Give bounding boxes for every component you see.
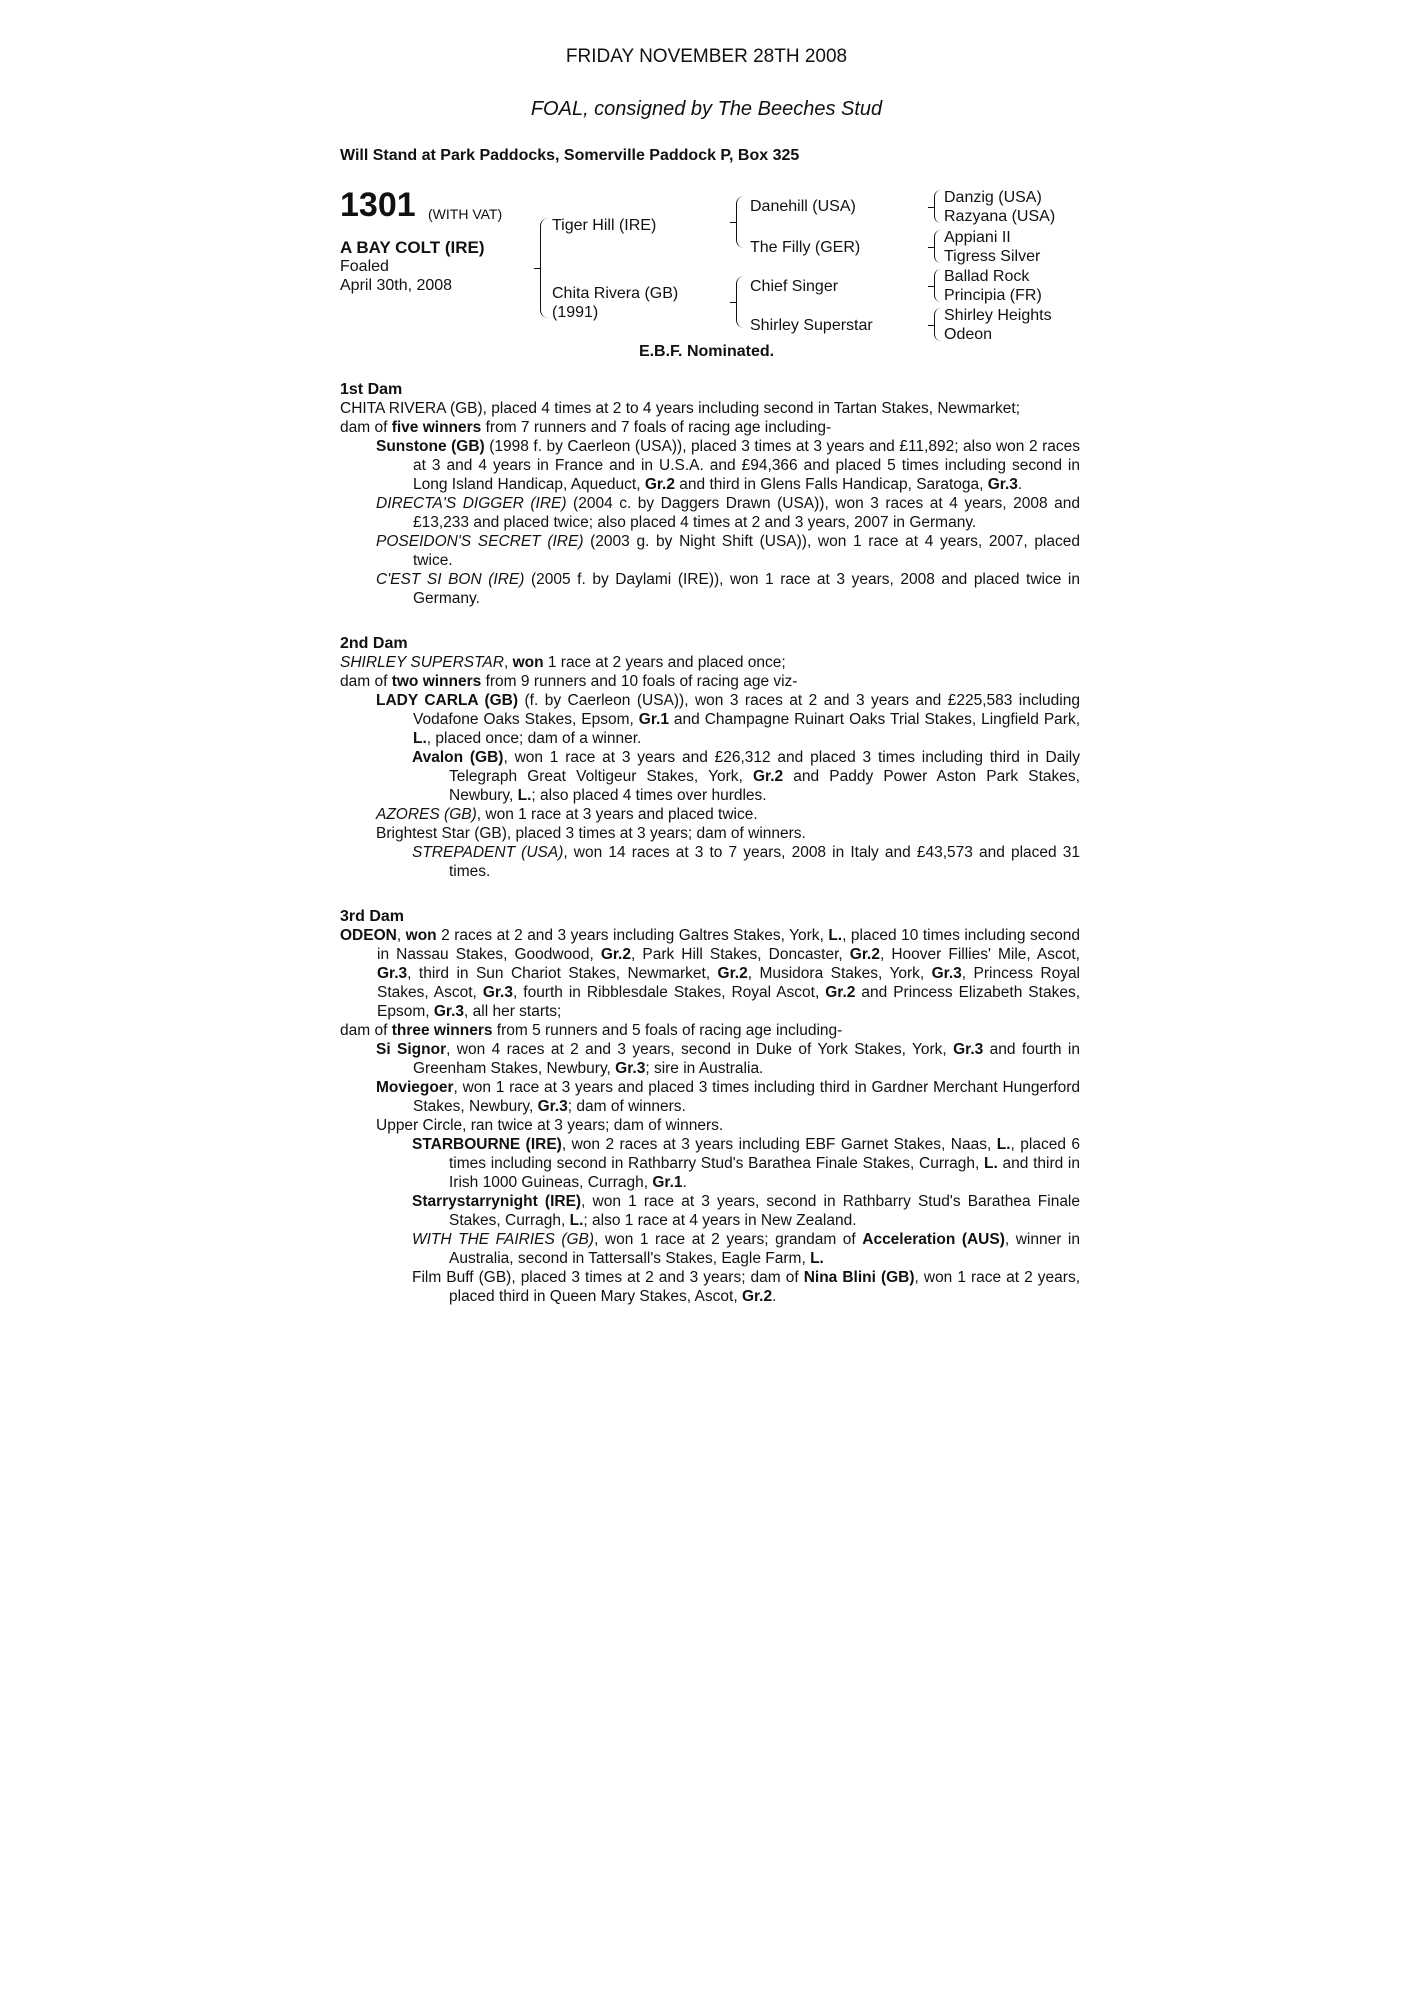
horse-name: LADY CARLA (GB) <box>376 692 519 709</box>
pedigree-dam-name: Chita Rivera (GB) <box>552 285 679 302</box>
pedigree-g4: Tigress Silver <box>944 248 1041 265</box>
foal-entry <box>340 1040 1080 1078</box>
text: 1 race at 2 years and placed once; <box>543 654 786 671</box>
grade: L. <box>569 1212 584 1229</box>
horse-name: Avalon (GB) <box>412 749 504 766</box>
winners-count: two winners <box>391 673 482 690</box>
horse-name: Nina Blini (GB) <box>803 1269 915 1286</box>
foal-entry: Upper Circle, ran twice at 3 years; dam of winners. <box>376 1117 724 1134</box>
text: (2003 g. by Night Shift (USA)), won 1 race at 4 years, 2007, placed twice. <box>413 533 1080 569</box>
pedigree-brace-sire <box>736 196 745 248</box>
grade: Gr.3 <box>482 984 513 1001</box>
text: , won 1 race at 2 years, placed third in Queen Mary Stakes, Ascot, <box>449 1269 1081 1305</box>
text: , placed 10 times including second in Nassau Stakes, Goodwood, <box>377 927 1081 963</box>
text: , all her starts; <box>464 1003 562 1020</box>
grade: L. <box>413 730 427 747</box>
grade: Gr.3 <box>433 1003 465 1020</box>
grade: L. <box>996 1136 1011 1153</box>
foal-entry <box>340 805 1080 824</box>
vat-note: (WITH VAT) <box>428 206 503 222</box>
consignment-line: FOAL, consigned by The Beeches Stud <box>530 98 883 120</box>
foal-entry: Brightest Star (GB), placed 3 times at 3 years; dam of winners. <box>376 825 806 842</box>
foal-entry <box>340 1192 1080 1230</box>
text: , Princess Royal Stakes, Ascot, <box>377 965 1081 1001</box>
pedigree-g8: Odeon <box>944 326 993 343</box>
text: , Musidora Stakes, York, <box>747 965 932 982</box>
text: , won 14 races at 3 to 7 years, 2008 in Italy and £43,573 and placed 31 times. <box>449 844 1080 880</box>
lot-title: A BAY COLT (IRE) <box>340 238 485 257</box>
grade: Gr.2 <box>600 946 631 963</box>
text: , won 4 races at 2 and 3 years, second in Duke of York Stakes, York, <box>446 1041 954 1058</box>
text: from 9 runners and 10 foals of racing age viz- <box>481 673 798 690</box>
horse-name: AZORES (GB) <box>376 806 477 823</box>
horse-name: POSEIDON'S SECRET (IRE) <box>376 533 584 550</box>
second-dam-produce <box>340 672 1080 691</box>
grade: Gr.3 <box>615 1060 646 1077</box>
stand-location: Will Stand at Park Paddocks, Somerville Paddock P, Box 325 <box>340 147 800 164</box>
grade: Gr.2 <box>741 1288 773 1305</box>
horse-name: DIRECTA'S DIGGER (IRE) <box>376 495 567 512</box>
grade: Gr.1 <box>652 1174 683 1191</box>
text: , won 2 races at 3 years including EBF Garnet Stakes, Naas, <box>561 1136 997 1153</box>
text: ; also placed 4 times over hurdles. <box>531 787 767 804</box>
pedigree-brace-g3 <box>934 269 941 302</box>
text: , won 1 race at 3 years and placed twice. <box>476 806 758 823</box>
pedigree-brace-g4 <box>934 308 941 341</box>
first-dam-heading: 1st Dam <box>340 381 403 398</box>
pedigree-g3: Appiani II <box>944 229 1011 246</box>
foal-entry <box>340 1078 1080 1116</box>
foal-entry <box>340 1268 1080 1306</box>
text: , Park Hill Stakes, Doncaster, <box>631 946 850 963</box>
winners-count: three winners <box>391 1022 493 1039</box>
first-dam-summary: CHITA RIVERA (GB), placed 4 times at 2 to 4 years including second in Tartan Stakes, Newmarket; <box>340 400 1021 417</box>
text: dam of <box>340 419 392 436</box>
grade: Gr.2 <box>849 946 880 963</box>
text: (2005 f. by Daylami (IRE)), won 1 race at 3 years, 2008 and placed twice in Germany. <box>413 571 1080 607</box>
grade: Gr.2 <box>752 768 784 785</box>
foal-entry <box>340 843 1080 881</box>
grade: Gr.2 <box>825 984 856 1001</box>
foaled-date: April 30th, 2008 <box>340 277 453 294</box>
horse-name: Starrystarrynight (IRE) <box>412 1193 582 1210</box>
foal-entry <box>340 1135 1080 1192</box>
grade: Gr.3 <box>953 1041 984 1058</box>
text: . <box>1017 476 1023 493</box>
foal-entry <box>340 494 1080 532</box>
horse-name: ODEON <box>340 927 397 944</box>
text: , placed 6 times including second in Rathbarry Stud's Barathea Finale Stakes, Curragh, <box>449 1136 1080 1172</box>
sale-date: FRIDAY NOVEMBER 28TH 2008 <box>565 46 848 67</box>
grade: L. <box>517 787 532 804</box>
third-dam-heading: 3rd Dam <box>340 908 405 925</box>
grade: Gr.1 <box>638 711 669 728</box>
foal-entry <box>340 691 1080 748</box>
grade: Gr.2 <box>644 476 675 493</box>
grade: Gr.3 <box>987 476 1018 493</box>
foaled-label: Foaled <box>340 258 389 275</box>
text: (2004 c. by Daggers Drawn (USA)), won 3 races at 4 years, 2008 and £13,233 and placed twice; also placed 4 times at 2 and 3 years, 2007 in Germany. <box>413 495 1080 531</box>
foal-entry <box>340 748 1080 805</box>
pedigree-brace-main <box>540 218 549 318</box>
foal-entry <box>340 532 1080 570</box>
second-dam-summary <box>340 653 1080 672</box>
first-dam-produce <box>340 418 1080 437</box>
ebf-nomination: E.B.F. Nominated. <box>638 343 775 360</box>
text: ; dam of winners. <box>567 1098 686 1115</box>
text: dam of <box>340 1022 392 1039</box>
text: , won 1 race at 3 years, second in Rathbarry Stud's Barathea Finale Stakes, Curragh, <box>449 1193 1080 1229</box>
pedigree-dam-year: (1991) <box>552 304 599 321</box>
foal-entry <box>340 437 1080 494</box>
text: , third in Sun Chariot Stakes, Newmarket, <box>407 965 718 982</box>
horse-name: SHIRLEY SUPERSTAR <box>340 654 504 671</box>
text: , <box>396 927 406 944</box>
text: , winner in Australia, second in Tattersall's Stakes, Eagle Farm, <box>449 1231 1080 1267</box>
text: Film Buff (GB), placed 3 times at 2 and 3 years; dam of <box>412 1269 804 1286</box>
pedigree-g5: Ballad Rock <box>944 268 1030 285</box>
horse-name: Si Signor <box>376 1041 447 1058</box>
text: , won 1 race at 3 years and £26,312 and placed 3 times including third in Daily Telegraph Great Voltigeur Stakes, York, <box>449 749 1080 785</box>
lot-number: 1301 <box>340 186 416 224</box>
horse-name: Acceleration (AUS) <box>862 1231 1005 1248</box>
text: (1998 f. by Caerleon (USA)), placed 3 times at 3 years and £11,892; also won 2 races at 3 and 4 years in France and in U.S.A. and £94,366 and placed 5 times including second in Long Island Handicap, Aqueduct, <box>413 438 1080 493</box>
pedigree-sire-sire: Danehill (USA) <box>750 198 856 215</box>
grade: L. <box>810 1250 824 1267</box>
grade: Gr.3 <box>537 1098 568 1115</box>
foal-entry <box>340 570 1080 608</box>
foal-entry <box>340 1230 1080 1268</box>
text: (f. by Caerleon (USA)), won 3 races at 2 and 3 years and £225,583 including Vodafone Oaks Stakes, Epsom, <box>413 692 1080 728</box>
text: , Hoover Fillies' Mile, Ascot, <box>879 946 1080 963</box>
text: , fourth in Ribblesdale Stakes, Royal Ascot, <box>513 984 826 1001</box>
pedigree-g1: Danzig (USA) <box>944 189 1042 206</box>
text: and third in Irish 1000 Guineas, Curragh, <box>449 1155 1080 1191</box>
text: and third in Glens Falls Handicap, Saratoga, <box>674 476 988 493</box>
pedigree-brace-g2 <box>934 230 941 263</box>
horse-name: C'EST SI BON (IRE) <box>376 571 525 588</box>
pedigree-g2: Razyana (USA) <box>944 208 1056 225</box>
pedigree-sire: Tiger Hill (IRE) <box>552 217 657 234</box>
text: from 7 runners and 7 foals of racing age including- <box>481 419 832 436</box>
horse-name: Sunstone (GB) <box>376 438 485 455</box>
grade: Gr.2 <box>717 965 748 982</box>
text: and Champagne Ruinart Oaks Trial Stakes, Lingfield Park, <box>668 711 1080 728</box>
text: dam of <box>340 673 392 690</box>
third-dam-summary <box>340 926 1080 1021</box>
text: and fourth in Greenham Stakes, Newbury, <box>413 1041 1080 1077</box>
horse-name: Moviegoer <box>376 1079 454 1096</box>
catalogue-body <box>340 380 1080 1306</box>
pedigree-g6: Principia (FR) <box>944 287 1042 304</box>
text: won <box>405 927 437 944</box>
pedigree-dam-dam: Shirley Superstar <box>750 317 873 334</box>
pedigree-brace-g1 <box>934 190 941 223</box>
text: won <box>512 654 544 671</box>
second-dam-heading: 2nd Dam <box>340 635 408 652</box>
grade: L. <box>828 927 843 944</box>
text: from 5 runners and 5 foals of racing age including- <box>492 1022 843 1039</box>
text: . <box>682 1174 687 1191</box>
text: and Paddy Power Aston Park Stakes, Newbury, <box>449 768 1080 804</box>
text: and Princess Elizabeth Stakes, Epsom, <box>377 984 1080 1020</box>
winners-count: five winners <box>391 419 482 436</box>
horse-name: STARBOURNE (IRE) <box>412 1136 562 1153</box>
text: , <box>503 654 513 671</box>
grade: L. <box>984 1155 998 1172</box>
horse-name: STREPADENT (USA) <box>412 844 564 861</box>
text: ; also 1 race at 4 years in New Zealand. <box>583 1212 857 1229</box>
text: 2 races at 2 and 3 years including Galtres Stakes, York, <box>436 927 829 944</box>
text: , won 1 race at 2 years; grandam of <box>594 1231 863 1248</box>
text: ; sire in Australia. <box>645 1060 764 1077</box>
text: , placed once; dam of a winner. <box>426 730 642 747</box>
pedigree-g7: Shirley Heights <box>944 307 1052 324</box>
grade: Gr.3 <box>377 965 408 982</box>
horse-name: WITH THE FAIRIES (GB) <box>412 1231 595 1248</box>
pedigree-brace-dam <box>736 276 745 328</box>
third-dam-produce <box>340 1021 1080 1040</box>
pedigree-sire-dam: The Filly (GER) <box>750 239 861 256</box>
text: . <box>772 1288 777 1305</box>
grade: Gr.3 <box>931 965 962 982</box>
pedigree-dam-sire: Chief Singer <box>750 278 839 295</box>
text: , won 1 race at 3 years and placed 3 times including third in Gardner Merchant Hungerford Stakes, Newbury, <box>413 1079 1080 1115</box>
